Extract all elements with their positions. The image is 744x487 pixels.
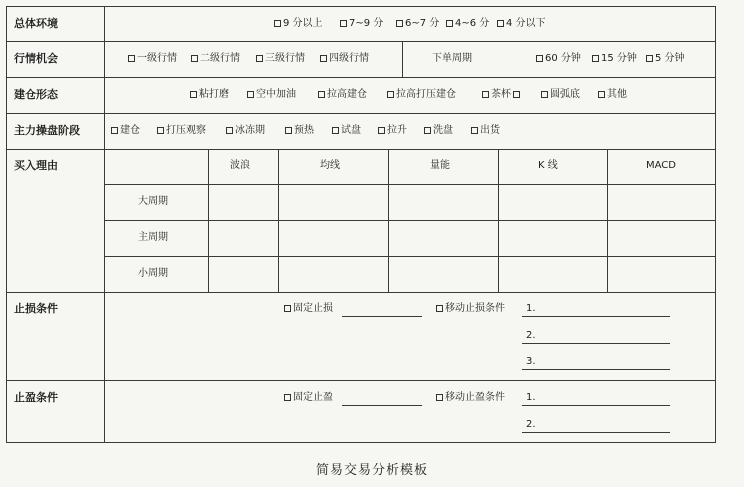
- stage-option[interactable]: 预热: [285, 125, 314, 137]
- stage-option[interactable]: 拉升: [378, 125, 407, 137]
- fixed-take-profit-input[interactable]: [342, 405, 422, 406]
- formation-option[interactable]: 粘打磨: [190, 89, 229, 101]
- checkbox[interactable]: [111, 127, 118, 134]
- column-header-macd: MACD: [646, 160, 676, 171]
- stage-option[interactable]: 试盘: [332, 125, 361, 137]
- env-option[interactable]: 6~7 分: [396, 18, 439, 30]
- checkbox[interactable]: [318, 91, 325, 98]
- label-column-divider: [104, 6, 105, 443]
- row-divider: [6, 41, 716, 42]
- column-header-kline: K 线: [538, 160, 558, 171]
- fixed-take-profit-option[interactable]: 固定止盈: [284, 392, 333, 404]
- stop-loss-condition-input[interactable]: [522, 369, 670, 370]
- checkbox[interactable]: [497, 20, 504, 27]
- fixed-stop-loss-option[interactable]: 固定止损: [284, 303, 333, 315]
- stage-option[interactable]: 出货: [471, 125, 500, 137]
- stop-loss-condition-input[interactable]: [522, 316, 670, 317]
- period-option[interactable]: 60 分钟: [536, 53, 581, 65]
- checkbox[interactable]: [191, 55, 198, 62]
- take-profit-label: 止盈条件: [14, 391, 58, 404]
- row-header-minor-cycle: 小周期: [138, 268, 168, 279]
- take-profit-condition-input[interactable]: [522, 405, 670, 406]
- column-header-ma: 均线: [320, 160, 340, 171]
- opportunity-label: 行情机会: [14, 52, 58, 65]
- period-option[interactable]: 15 分钟: [592, 53, 637, 65]
- row-divider: [6, 292, 716, 293]
- take-profit-item-number: 1.: [526, 392, 536, 403]
- checkbox[interactable]: [284, 394, 291, 401]
- opportunity-option[interactable]: 三级行情: [256, 53, 305, 65]
- checkbox[interactable]: [446, 20, 453, 27]
- figure-caption: 简易交易分析模板: [315, 463, 428, 478]
- env-option[interactable]: 4~6 分: [446, 18, 489, 30]
- stop-loss-item-number: 2.: [526, 330, 536, 341]
- environment-label: 总体环境: [14, 17, 58, 30]
- checkbox[interactable]: [247, 91, 254, 98]
- column-divider: [208, 149, 209, 292]
- take-profit-condition-input[interactable]: [522, 432, 670, 433]
- column-header-volume: 量能: [430, 160, 450, 171]
- checkbox[interactable]: [340, 20, 347, 27]
- column-divider: [402, 41, 403, 77]
- row-divider: [104, 220, 716, 221]
- checkbox[interactable]: [482, 91, 489, 98]
- column-divider: [278, 149, 279, 292]
- checkbox[interactable]: [536, 55, 543, 62]
- formation-option[interactable]: 其他: [598, 89, 627, 101]
- checkbox[interactable]: [157, 127, 164, 134]
- checkbox[interactable]: [274, 20, 281, 27]
- stage-option[interactable]: 建仓: [111, 125, 140, 137]
- checkbox[interactable]: [226, 127, 233, 134]
- checkbox[interactable]: [592, 55, 599, 62]
- stop-loss-condition-input[interactable]: [522, 343, 670, 344]
- take-profit-item-number: 2.: [526, 419, 536, 430]
- row-header-main-cycle: 主周期: [138, 232, 168, 243]
- env-option[interactable]: 4 分以下: [497, 18, 546, 30]
- row-divider: [104, 184, 716, 185]
- env-option[interactable]: 9 分以上: [274, 18, 323, 30]
- column-divider: [498, 149, 499, 292]
- formation-option[interactable]: 圆弧底: [541, 89, 580, 101]
- checkbox[interactable]: [190, 91, 197, 98]
- checkbox[interactable]: [284, 305, 291, 312]
- opportunity-option[interactable]: 一级行情: [128, 53, 177, 65]
- moving-take-profit-option[interactable]: 移动止盈条件: [436, 392, 505, 404]
- checkbox[interactable]: [396, 20, 403, 27]
- fixed-stop-loss-input[interactable]: [342, 316, 422, 317]
- formation-option[interactable]: 茶杯: [482, 89, 522, 101]
- formation-option[interactable]: 空中加油: [247, 89, 296, 101]
- checkbox[interactable]: [128, 55, 135, 62]
- checkbox[interactable]: [320, 55, 327, 62]
- order-period-label: 下单周期: [432, 53, 472, 64]
- buy-reason-label: 买入理由: [14, 159, 58, 172]
- opportunity-option[interactable]: 二级行情: [191, 53, 240, 65]
- stop-loss-item-number: 3.: [526, 356, 536, 367]
- checkbox[interactable]: [387, 91, 394, 98]
- column-divider: [388, 149, 389, 292]
- checkbox[interactable]: [436, 394, 443, 401]
- row-divider: [6, 149, 716, 150]
- checkbox[interactable]: [646, 55, 653, 62]
- checkbox[interactable]: [256, 55, 263, 62]
- opportunity-option[interactable]: 四级行情: [320, 53, 369, 65]
- column-divider: [607, 149, 608, 292]
- stage-option[interactable]: 冰冻期: [226, 125, 265, 137]
- checkbox[interactable]: [513, 91, 520, 98]
- period-option[interactable]: 5 分钟: [646, 53, 685, 65]
- row-divider: [104, 256, 716, 257]
- stage-option[interactable]: 洗盘: [424, 125, 453, 137]
- formation-option[interactable]: 拉高建仓: [318, 89, 367, 101]
- moving-stop-loss-option[interactable]: 移动止损条件: [436, 303, 505, 315]
- row-divider: [6, 113, 716, 114]
- checkbox[interactable]: [598, 91, 605, 98]
- row-header-major-cycle: 大周期: [138, 196, 168, 207]
- column-header-wave: 波浪: [230, 160, 250, 171]
- formation-option[interactable]: 拉高打压建仓: [387, 89, 456, 101]
- row-divider: [6, 380, 716, 381]
- checkbox[interactable]: [332, 127, 339, 134]
- form-frame: [6, 6, 716, 443]
- checkbox[interactable]: [378, 127, 385, 134]
- checkbox[interactable]: [541, 91, 548, 98]
- formation-label: 建仓形态: [14, 88, 58, 101]
- checkbox[interactable]: [424, 127, 431, 134]
- main-force-label: 主力操盘阶段: [14, 124, 80, 137]
- row-divider: [6, 77, 716, 78]
- stage-option[interactable]: 打压观察: [157, 125, 206, 137]
- checkbox[interactable]: [436, 305, 443, 312]
- env-option[interactable]: 7~9 分: [340, 18, 383, 30]
- checkbox[interactable]: [471, 127, 478, 134]
- checkbox[interactable]: [285, 127, 292, 134]
- stop-loss-label: 止损条件: [14, 302, 58, 315]
- stop-loss-item-number: 1.: [526, 303, 536, 314]
